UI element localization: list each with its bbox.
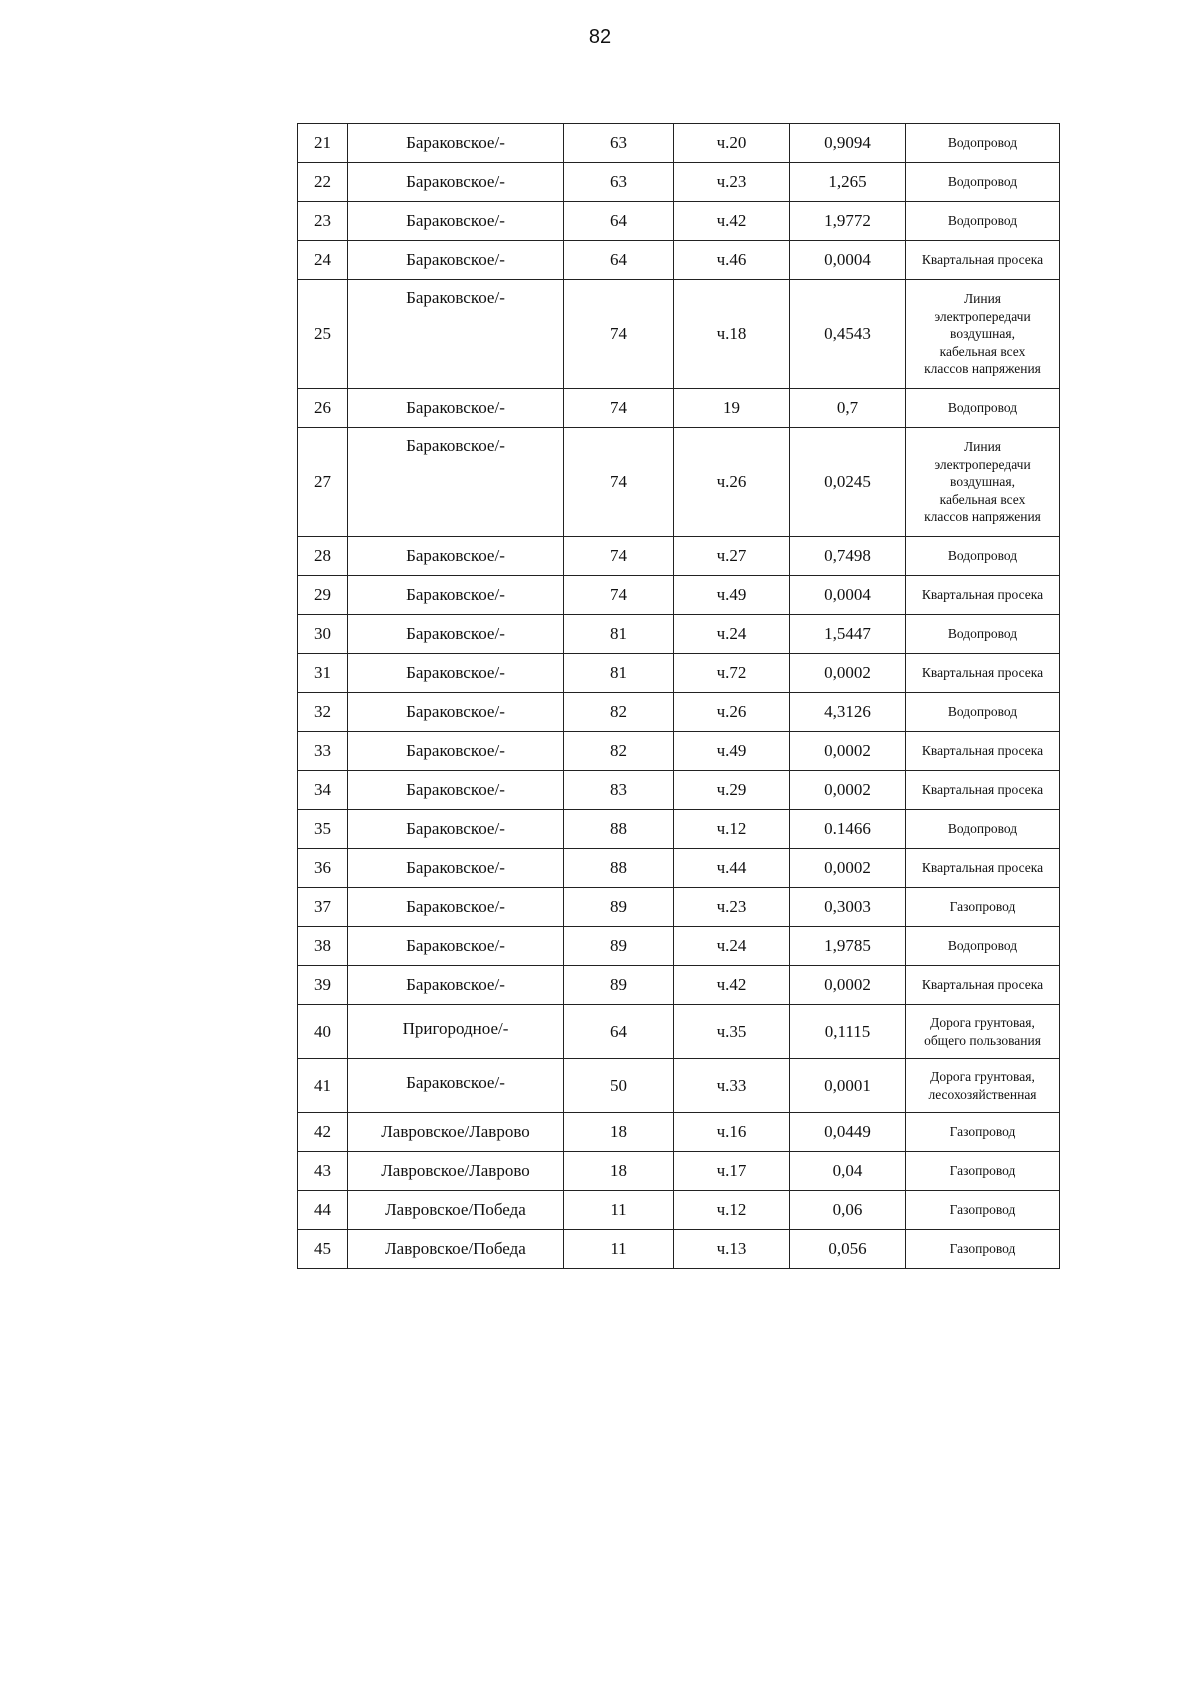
row-number-cell: 40 — [298, 1005, 348, 1059]
purpose-line: Газопровод — [949, 899, 1016, 915]
area-cell: 0,0004 — [790, 241, 906, 280]
block-cell: 89 — [564, 966, 674, 1005]
row-number-cell: 25 — [298, 280, 348, 389]
purpose-line: Водопровод — [947, 626, 1018, 642]
area-cell: 1,9785 — [790, 927, 906, 966]
area-cell: 0,9094 — [790, 124, 906, 163]
table-row — [298, 771, 1060, 810]
plot-cell: ч.44 — [674, 849, 790, 888]
table-body — [298, 124, 1060, 1269]
area-cell: 0,0001 — [790, 1059, 906, 1113]
location-cell: Бараковское/- — [348, 927, 564, 966]
location-cell: Бараковское/- — [348, 241, 564, 280]
area-cell: 0,7498 — [790, 537, 906, 576]
area-cell: 0,0449 — [790, 1113, 906, 1152]
page-number: 82 — [588, 26, 612, 48]
area-cell: 0,0002 — [790, 771, 906, 810]
block-cell: 11 — [564, 1191, 674, 1230]
purpose-cell — [906, 537, 1060, 576]
location-cell: Бараковское/- — [348, 732, 564, 771]
table-row — [298, 280, 1060, 389]
purpose-line: кабельная всех — [939, 491, 1026, 507]
plot-cell: ч.24 — [674, 927, 790, 966]
plot-cell: ч.20 — [674, 124, 790, 163]
purpose-cell — [906, 849, 1060, 888]
location-cell: Лавровское/Лаврово — [348, 1152, 564, 1191]
purpose-cell — [906, 1059, 1060, 1113]
table-row — [298, 428, 1060, 537]
purpose-line: Водопровод — [947, 548, 1018, 564]
row-number-cell: 42 — [298, 1113, 348, 1152]
plot-cell: ч.49 — [674, 576, 790, 615]
purpose-line: Водопровод — [947, 213, 1018, 229]
plot-cell: ч.18 — [674, 280, 790, 389]
purpose-cell — [906, 428, 1060, 537]
location-cell: Бараковское/- — [348, 280, 564, 389]
block-cell: 50 — [564, 1059, 674, 1113]
row-number-cell: 43 — [298, 1152, 348, 1191]
plot-cell: ч.26 — [674, 428, 790, 537]
block-cell: 88 — [564, 849, 674, 888]
purpose-line: Газопровод — [949, 1163, 1016, 1179]
area-cell: 0,0002 — [790, 654, 906, 693]
table-row — [298, 615, 1060, 654]
plot-cell: ч.49 — [674, 732, 790, 771]
purpose-cell — [906, 163, 1060, 202]
purpose-cell — [906, 966, 1060, 1005]
purpose-line: Водопровод — [947, 174, 1018, 190]
table-row — [298, 849, 1060, 888]
location-cell: Бараковское/- — [348, 654, 564, 693]
table-row — [298, 654, 1060, 693]
area-cell: 0,056 — [790, 1230, 906, 1269]
purpose-cell — [906, 654, 1060, 693]
area-cell: 0,0004 — [790, 576, 906, 615]
table-row — [298, 888, 1060, 927]
purpose-line: классов напряжения — [924, 361, 1041, 377]
table-row — [298, 966, 1060, 1005]
block-cell: 63 — [564, 163, 674, 202]
purpose-cell — [906, 202, 1060, 241]
block-cell: 82 — [564, 732, 674, 771]
purpose-line: Квартальная просека — [921, 782, 1044, 798]
area-cell: 0,0002 — [790, 849, 906, 888]
purpose-line: Газопровод — [949, 1241, 1016, 1257]
row-number-cell: 27 — [298, 428, 348, 537]
table-row — [298, 202, 1060, 241]
table-row — [298, 1113, 1060, 1152]
purpose-cell — [906, 1113, 1060, 1152]
plot-cell: ч.24 — [674, 615, 790, 654]
table-row — [298, 810, 1060, 849]
purpose-line: Дорога грунтовая, — [930, 1068, 1035, 1084]
location-cell: Лавровское/Лаврово — [348, 1113, 564, 1152]
block-cell: 64 — [564, 202, 674, 241]
purpose-line: Водопровод — [947, 400, 1018, 416]
purpose-line: Квартальная просека — [921, 665, 1044, 681]
table-row — [298, 1152, 1060, 1191]
block-cell: 74 — [564, 537, 674, 576]
purpose-cell — [906, 693, 1060, 732]
plot-cell: ч.23 — [674, 163, 790, 202]
location-cell: Бараковское/- — [348, 537, 564, 576]
purpose-line: общего пользования — [924, 1032, 1041, 1048]
block-cell: 88 — [564, 810, 674, 849]
purpose-line: воздушная, — [950, 474, 1015, 490]
purpose-line: Квартальная просека — [921, 587, 1044, 603]
purpose-line: Газопровод — [949, 1124, 1016, 1140]
plot-cell: ч.42 — [674, 202, 790, 241]
row-number-cell: 45 — [298, 1230, 348, 1269]
row-number-cell: 37 — [298, 888, 348, 927]
purpose-cell — [906, 927, 1060, 966]
area-cell: 0,04 — [790, 1152, 906, 1191]
table-row — [298, 1230, 1060, 1269]
table-row — [298, 1059, 1060, 1113]
row-number-cell: 28 — [298, 537, 348, 576]
location-cell: Бараковское/- — [348, 966, 564, 1005]
purpose-line: Водопровод — [947, 821, 1018, 837]
table-row — [298, 537, 1060, 576]
purpose-line: Линия — [963, 439, 1002, 455]
location-cell: Пригородное/- — [348, 1005, 564, 1059]
plot-cell: ч.33 — [674, 1059, 790, 1113]
table-row — [298, 124, 1060, 163]
purpose-cell — [906, 1191, 1060, 1230]
block-cell: 82 — [564, 693, 674, 732]
location-cell: Бараковское/- — [348, 771, 564, 810]
area-cell: 0,4543 — [790, 280, 906, 389]
row-number-cell: 31 — [298, 654, 348, 693]
area-cell: 1,265 — [790, 163, 906, 202]
location-cell: Бараковское/- — [348, 576, 564, 615]
row-number-cell: 30 — [298, 615, 348, 654]
purpose-cell — [906, 771, 1060, 810]
row-number-cell: 38 — [298, 927, 348, 966]
purpose-line: Водопровод — [947, 704, 1018, 720]
plot-cell: ч.17 — [674, 1152, 790, 1191]
purpose-line: Квартальная просека — [921, 860, 1044, 876]
row-number-cell: 44 — [298, 1191, 348, 1230]
area-cell: 0,06 — [790, 1191, 906, 1230]
purpose-line: лесохозяйственная — [928, 1086, 1037, 1102]
area-cell: 0,7 — [790, 389, 906, 428]
plot-cell: ч.27 — [674, 537, 790, 576]
block-cell: 74 — [564, 428, 674, 537]
row-number-cell: 35 — [298, 810, 348, 849]
area-cell: 0,1115 — [790, 1005, 906, 1059]
row-number-cell: 32 — [298, 693, 348, 732]
block-cell: 63 — [564, 124, 674, 163]
purpose-line: Квартальная просека — [921, 977, 1044, 993]
purpose-cell — [906, 1152, 1060, 1191]
block-cell: 11 — [564, 1230, 674, 1269]
purpose-line: Линия — [963, 291, 1002, 307]
row-number-cell: 24 — [298, 241, 348, 280]
land-plots-table — [297, 123, 1060, 1269]
table-row — [298, 576, 1060, 615]
location-cell: Бараковское/- — [348, 163, 564, 202]
table-row — [298, 927, 1060, 966]
row-number-cell: 33 — [298, 732, 348, 771]
row-number-cell: 34 — [298, 771, 348, 810]
row-number-cell: 21 — [298, 124, 348, 163]
purpose-cell — [906, 1230, 1060, 1269]
location-cell: Лавровское/Победа — [348, 1191, 564, 1230]
row-number-cell: 36 — [298, 849, 348, 888]
block-cell: 83 — [564, 771, 674, 810]
purpose-cell — [906, 280, 1060, 389]
location-cell: Бараковское/- — [348, 1059, 564, 1113]
plot-cell: ч.42 — [674, 966, 790, 1005]
purpose-line: Квартальная просека — [921, 743, 1044, 759]
purpose-line: электропередачи — [934, 456, 1031, 472]
plot-cell: ч.23 — [674, 888, 790, 927]
plot-cell: ч.16 — [674, 1113, 790, 1152]
purpose-cell — [906, 241, 1060, 280]
purpose-line: Водопровод — [947, 938, 1018, 954]
location-cell: Бараковское/- — [348, 888, 564, 927]
block-cell: 64 — [564, 241, 674, 280]
plot-cell: ч.12 — [674, 810, 790, 849]
block-cell: 89 — [564, 888, 674, 927]
purpose-line: Дорога грунтовая, — [930, 1014, 1035, 1030]
table-row — [298, 1191, 1060, 1230]
block-cell: 74 — [564, 576, 674, 615]
area-cell: 0,0002 — [790, 966, 906, 1005]
purpose-cell — [906, 810, 1060, 849]
purpose-line: кабельная всех — [939, 343, 1026, 359]
location-cell: Бараковское/- — [348, 202, 564, 241]
area-cell: 0,0245 — [790, 428, 906, 537]
plot-cell: ч.13 — [674, 1230, 790, 1269]
plot-cell: 19 — [674, 389, 790, 428]
location-cell: Бараковское/- — [348, 124, 564, 163]
area-cell: 4,3126 — [790, 693, 906, 732]
table-row — [298, 163, 1060, 202]
area-cell: 0.1466 — [790, 810, 906, 849]
block-cell: 18 — [564, 1113, 674, 1152]
purpose-line: электропередачи — [934, 308, 1031, 324]
purpose-cell — [906, 1005, 1060, 1059]
area-cell: 1,9772 — [790, 202, 906, 241]
plot-cell: ч.26 — [674, 693, 790, 732]
table-row — [298, 693, 1060, 732]
row-number-cell: 23 — [298, 202, 348, 241]
block-cell: 64 — [564, 1005, 674, 1059]
area-cell: 1,5447 — [790, 615, 906, 654]
row-number-cell: 41 — [298, 1059, 348, 1113]
purpose-line: воздушная, — [950, 326, 1015, 342]
location-cell: Бараковское/- — [348, 615, 564, 654]
location-cell: Бараковское/- — [348, 389, 564, 428]
location-cell: Бараковское/- — [348, 428, 564, 537]
plot-cell: ч.35 — [674, 1005, 790, 1059]
table-row — [298, 241, 1060, 280]
purpose-line: Водопровод — [947, 135, 1018, 151]
block-cell: 74 — [564, 280, 674, 389]
location-cell: Бараковское/- — [348, 693, 564, 732]
row-number-cell: 29 — [298, 576, 348, 615]
purpose-line: Газопровод — [949, 1202, 1016, 1218]
block-cell: 18 — [564, 1152, 674, 1191]
purpose-cell — [906, 124, 1060, 163]
row-number-cell: 22 — [298, 163, 348, 202]
block-cell: 81 — [564, 654, 674, 693]
location-cell: Бараковское/- — [348, 810, 564, 849]
plot-cell: ч.29 — [674, 771, 790, 810]
plot-cell: ч.46 — [674, 241, 790, 280]
purpose-cell — [906, 615, 1060, 654]
block-cell: 81 — [564, 615, 674, 654]
area-cell: 0,3003 — [790, 888, 906, 927]
plot-cell: ч.12 — [674, 1191, 790, 1230]
block-cell: 74 — [564, 389, 674, 428]
purpose-cell — [906, 732, 1060, 771]
block-cell: 89 — [564, 927, 674, 966]
row-number-cell: 39 — [298, 966, 348, 1005]
purpose-cell — [906, 389, 1060, 428]
purpose-line: Квартальная просека — [921, 252, 1044, 268]
row-number-cell: 26 — [298, 389, 348, 428]
area-cell: 0,0002 — [790, 732, 906, 771]
purpose-cell — [906, 888, 1060, 927]
table-row — [298, 732, 1060, 771]
plot-cell: ч.72 — [674, 654, 790, 693]
location-cell: Бараковское/- — [348, 849, 564, 888]
purpose-line: классов напряжения — [924, 509, 1041, 525]
table-row — [298, 389, 1060, 428]
purpose-cell — [906, 576, 1060, 615]
table-row — [298, 1005, 1060, 1059]
location-cell: Лавровское/Победа — [348, 1230, 564, 1269]
